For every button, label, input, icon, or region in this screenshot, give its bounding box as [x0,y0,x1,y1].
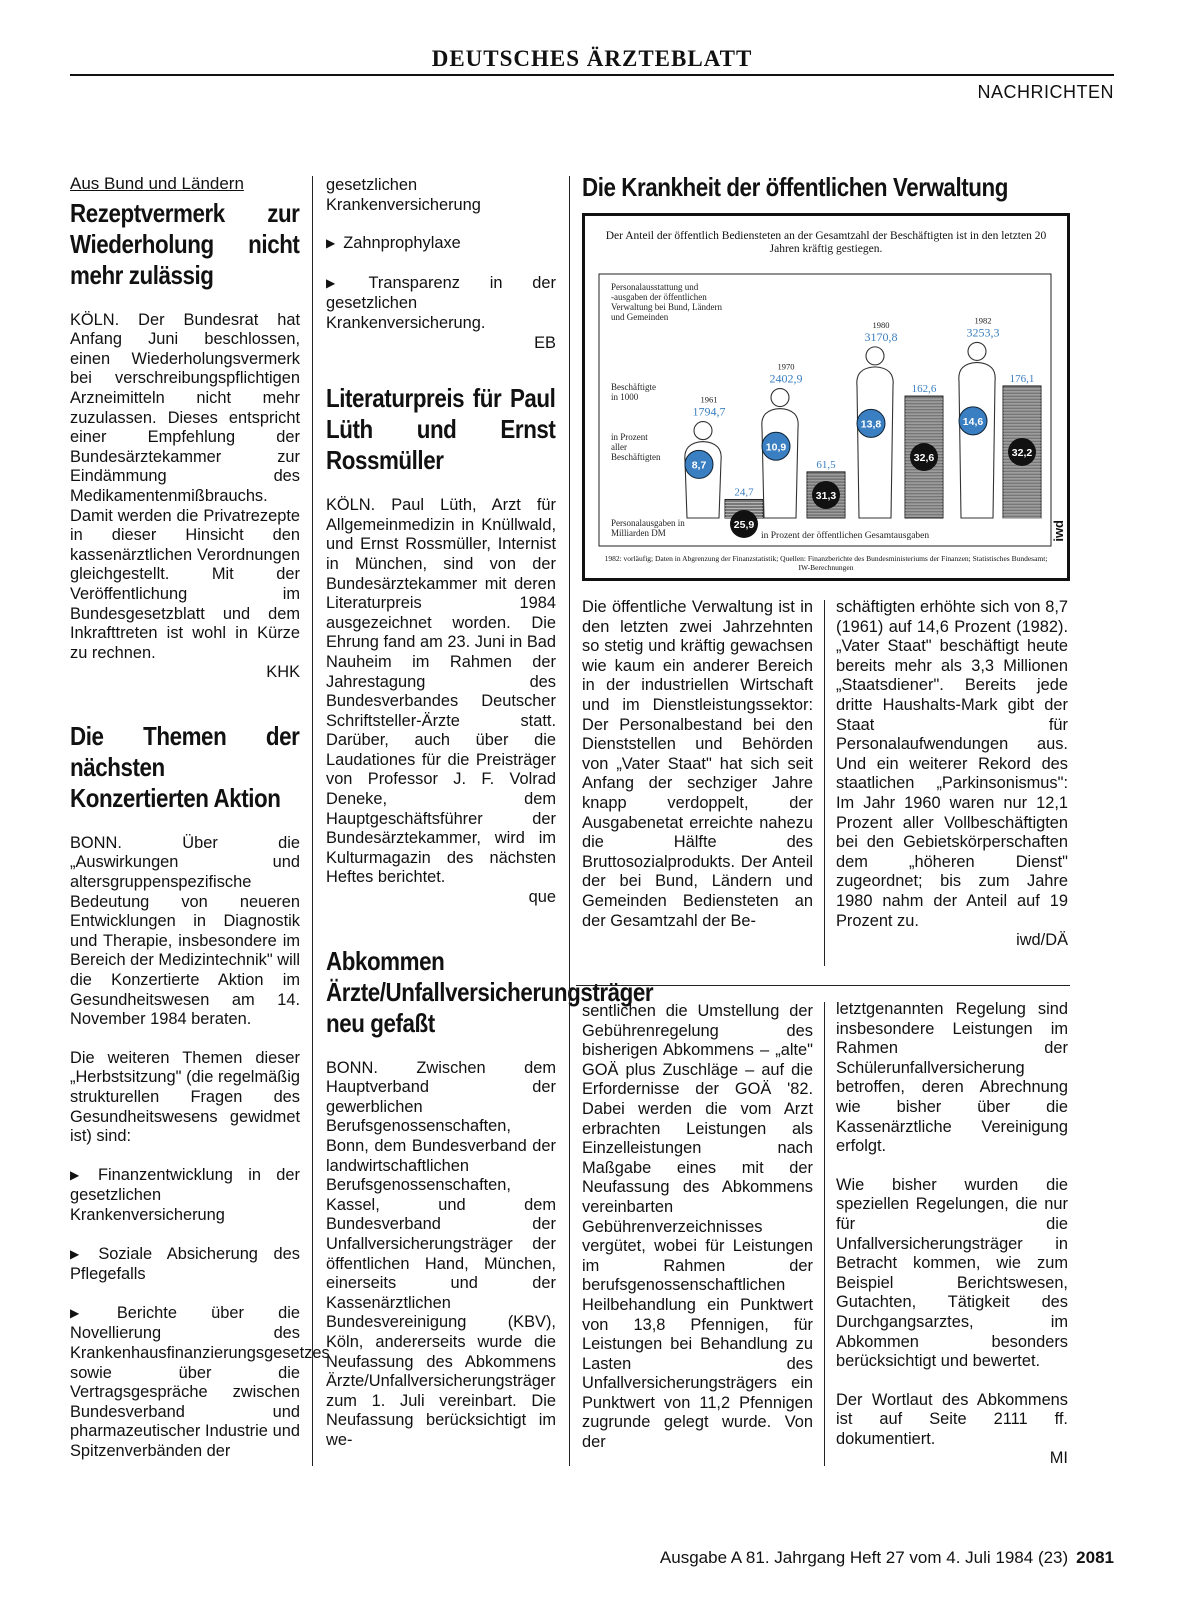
page-number: 2081 [1076,1548,1114,1567]
share-value-1961: 25,9 [733,519,755,531]
article-abkommen-c3: sentlichen die Umstellung der Gebührenregelung des bisherigen Abkommens – „alte" GOÄ plus Zuschläge – auf die Erfordernisse der GOÄ '82. Dabei werden die vom Arzt erbrachten Leistungen als Einzelleistungen nach Maßgabe eines mit der Neufassung des Abkommens vereinbarten Gebührenverzeichnisses vergütet, wobei für Leistungen im Rahmen der berufsgenossenschaftlichen Heilbehandlung ein Punktwert von 13,8 Pfennigen, für Leistungen bei Behandlung zu Lasten des Unfallversicherungsträgers ein Punktwert von 11,2 Pfennigen zugrunde gelegt wurde. Von der [582,1002,813,1452]
column-3-top [582,598,813,950]
article-verwaltung-c1: Die öffentliche Verwaltung ist in den letzten zwei Jahrzehnten so stetig und kräftig gewachsen wie kaum ein anderer Bereich in der industriellen Wirtschaft und im Dienstleistungssektor: Der Personalbestand bei den Dienststellen und Behörden von „Vater Staat" hat sich seit Anfang der sechziger Jahre knapp verdoppelt, der Ausgabenetat erreichte nahezu die Hälfte des Bruttosozialprodukts. Der Anteil der bei Bund, Ländern und Gemeinden Bediensteten an der Gesamtzahl der Be- [582,598,813,930]
headline-literaturpreis: Literaturpreis für Paul Lüth und Ernst Rossmüller [326,383,556,476]
year-label-1961: 1961 [700,394,718,405]
signature-que: que [528,888,556,907]
chart-legend-text: Personalausstattung und -ausgaben der öffentlichen Verwaltung bei Bund, Ländern und Gemeinden [611,282,722,322]
article-konzertierte-aktion-p2: Die weiteren Themen dieser „Herbstsitzung" (die regelmäßig strukturellen Fragen des Gesundheitswesens gewidmet ist) sind: [70,1048,300,1146]
employees-value-1961: 1794,7 [692,404,726,419]
chart-source-note: 1982: vorläufig; Daten in Abgrenzung der Finanzstatistik; Quellen: Finanzberichte des Bundesministeriums der Finanzen; Statistisches Bundesamt; IW-Berechnungen [604,554,1048,572]
employee-figure-head-1980 [866,347,884,365]
spending-value-1970: 61,5 [816,458,836,471]
bullet-krankenhausfinanzierung: ▶ Berichte über die Novellierung des Krankenhausfinanzierungsgesetzes sowie über die Vertragsgespräche zwischen Bundesverband und pharmazeutischer Industrie und Spitzenverbänden der [70,1304,300,1462]
column-4-bottom [836,1000,1068,1469]
bullet-pflegefall: ▶ Soziale Absicherung des Pflegefalls [70,1245,300,1285]
article-abkommen-c4p1: letztgenannten Regelung sind insbesondere Leistungen im Rahmen der Schülerunfallversicherung betroffen, deren Abrechnung wie bisher über die Kassenärztliche Vereinigung erfolgt. [836,1000,1068,1156]
employee-figure-1982 [959,362,995,518]
share-value-1982: 32,2 [1011,446,1033,459]
year-label-1970: 1970 [777,361,795,372]
column-1 [70,174,330,1481]
percent-value-1970: 10,9 [765,441,787,454]
bullet-finanzentwicklung: ▶ Finanzentwicklung in der gesetzlichen Krankenversicherung [70,1166,300,1226]
percent-value-1982: 14,6 [962,415,984,428]
percent-value-1980: 13,8 [860,418,882,431]
continued-text: gesetzlichen Krankenversicherung [326,176,481,214]
masthead-rule [70,74,1114,76]
section-label: NACHRICHTEN [977,82,1114,102]
chart-svg [585,216,1067,578]
article-abkommen-body: BONN. Zwischen dem Hauptverband der gewerblichen Berufsgenossenschaften, Bonn, dem Bundesverband der landwirtschaftlichen Berufsgenossenschaften, Kassel, und dem Bundesverband der Unfallversicherungsträger der öffentlichen Hand, München, einerseits und der Kassenärztlichen Bundesvereinigung (KBV), Köln, andererseits wurde die Neufassung des Abkommens Ärzte/Unfallversicherungsträger zum 1. Juli vereinbart. Die Neufassung berücksichtigt im we- [326,1058,556,1449]
article-literaturpreis-body: KÖLN. Paul Lüth, Arzt für Allgemeinmedizin in Knüllwald, und Ernst Rossmüller, Internist in München, sind von der Bundesärztekammer mit deren Literaturpreis 1984 ausgezeichnet worden. Die Ehrung fand am 23. Juni in Bad Nauheim im Rahmen der Jahrestagung des Bundesverbandes Deutscher Schriftsteller-Ärzte statt. Darüber, auch über die Laudationes für die Preisträger von Professor J. F. Volrad Deneke, dem Hauptgeschäftsführer der Bundesärztekammer, wird im Kulturmagazin des nächsten Heftes berichtet. [326,496,556,887]
chart-oeffentlicher-dienst [582,213,1070,581]
column-divider-2 [569,176,570,1466]
column-divider-4 [824,1002,825,1466]
article-rezeptvermerk-body: KÖLN. Der Bundesrat hat Anfang Juni beschlossen, einen Wiederholungsvermerk bei verschreibungspflichtigen Arzneimitteln nicht mehr zuzulassen. Dieses entspricht einer Empfehlung der Bundesärztekammer zur Eindämmung des Medikamentenmißbrauchs. Damit werden die Privatrezepte in dieser Hinsicht den kassenärztlichen Verordnungen gleichgestellt. Mit der Veröffentlichung im Bundesgesetzblatt und dem Inkrafttreten ist wohl in Kürze zu rechnen. [70,310,300,662]
article-verwaltung-c2: schäftigten erhöhte sich von 8,7 (1961) auf 14,6 Prozent (1982). „Vater Staat" beschäftigt heute bereits mehr als 3,3 Millionen „Staatsdiener". Bereits jede dritte Haushalts-Mark gibt der Staat für Personalaufwendungen aus. Und ein weiterer Rekord des staatlichen „Parkinsonismus": Im Jahr 1960 waren nur 12,1 Prozent aller Vollbeschäftigten bei den Gebietskörperschaften dem „höheren Dienst" zugeordnet; bis zum Jahre 1980 nahm der Anteil auf 19 Prozent zu. [836,598,1068,930]
masthead: DEUTSCHES ÄRZTEBLATT [431,46,753,71]
spending-value-1961: 24,7 [734,486,754,499]
bullet-zahnprophylaxe: ▶ Zahnprophylaxe [326,234,556,255]
year-label-1980: 1980 [872,319,890,330]
spending-value-1982: 176,1 [1009,372,1035,385]
column-divider-3 [824,600,825,966]
kicker: Aus Bund und Ländern [70,174,244,193]
article-abkommen-c4p3: Der Wortlaut des Abkommens ist auf Seite 2111 ff. dokumentiert. [836,1390,1068,1448]
employee-figure-head-1961 [694,422,712,440]
employees-value-1982: 3253,3 [966,325,1000,340]
spending-value-1980: 162,6 [911,383,937,396]
chart-title: Der Anteil der öffentlich Bediensteten an der Gesamtzahl der Beschäftigten ist in den letzten 20 Jahren kräftig gestiegen. [605,230,1047,255]
signature-iwd: iwd/DÄ [1016,931,1068,950]
bullet-transparenz: ▶ Transparenz in der gesetzlichen Krankenversicherung. [326,274,556,334]
column-divider-1 [312,176,313,1466]
iwd-logo: iwd [1051,520,1066,542]
chart-label-spending: Personalausgaben in Milliarden DM [611,518,685,538]
footer-issue: Ausgabe A 81. Jahrgang Heft 27 vom 4. Juli 1984 (23) [659,1548,1069,1567]
column-4-top [836,598,1068,951]
headline-abkommen: Abkommen Ärzte/Unfallversicherungsträger neu gefaßt [326,945,654,1038]
headline-rezeptvermerk: Rezeptvermerk zur Wiederholung nicht mehr zulässig [70,197,300,290]
chart-label-share: in Prozent der öffentlichen Gesamtausgaben [761,531,930,541]
signature-khk: KHK [266,663,300,682]
headline-oeffentliche-verwaltung: Die Krankheit der öffentlichen Verwaltung [582,172,1008,202]
article-abkommen-c4p2: Wie bisher wurden die speziellen Regelungen, die nur für die Unfallversicherungsträger in Betracht kommen, wie zum Beispiel Berichtswesen, Gutachten, Tätigkeit des Durchgangsarztes, im Abkommen besonders berücksichtigt und bewertet. [836,1175,1068,1371]
article-konzertierte-aktion-p1: BONN. Über die „Auswirkungen und altersgruppenspezifische Bedeutung von neueren Entwicklungen in Diagnostik und Therapie, insbesondere im Bereich der Medizintechnik" will die Konzertierte Aktion im Gesundheitswesen am 14. November 1984 beraten. [70,833,300,1029]
year-label-1982: 1982 [974,315,992,326]
employee-figure-head-1970 [771,389,789,407]
article-divider [576,985,1070,986]
headline-konzertierte-aktion: Die Themen der nächsten Konzertierten Aktion [70,720,300,813]
employee-figure-1970 [762,409,798,518]
chart-label-percent: in Prozent aller Beschäftigten [611,432,661,462]
share-value-1970: 31,3 [815,489,837,502]
share-value-1980: 32,6 [913,452,935,465]
signature-eb: EB [534,333,556,352]
employees-value-1980: 3170,8 [864,329,898,344]
column-3-bottom [582,1002,813,1472]
employees-value-1970: 2402,9 [769,371,803,386]
chart-label-employees: Beschäftigte in 1000 [611,382,656,402]
percent-value-1961: 8,7 [691,459,707,472]
footer [660,1548,1114,1568]
employee-figure-1980 [857,367,893,518]
signature-mi: MI [1049,1449,1068,1468]
employee-figure-head-1982 [968,342,986,360]
